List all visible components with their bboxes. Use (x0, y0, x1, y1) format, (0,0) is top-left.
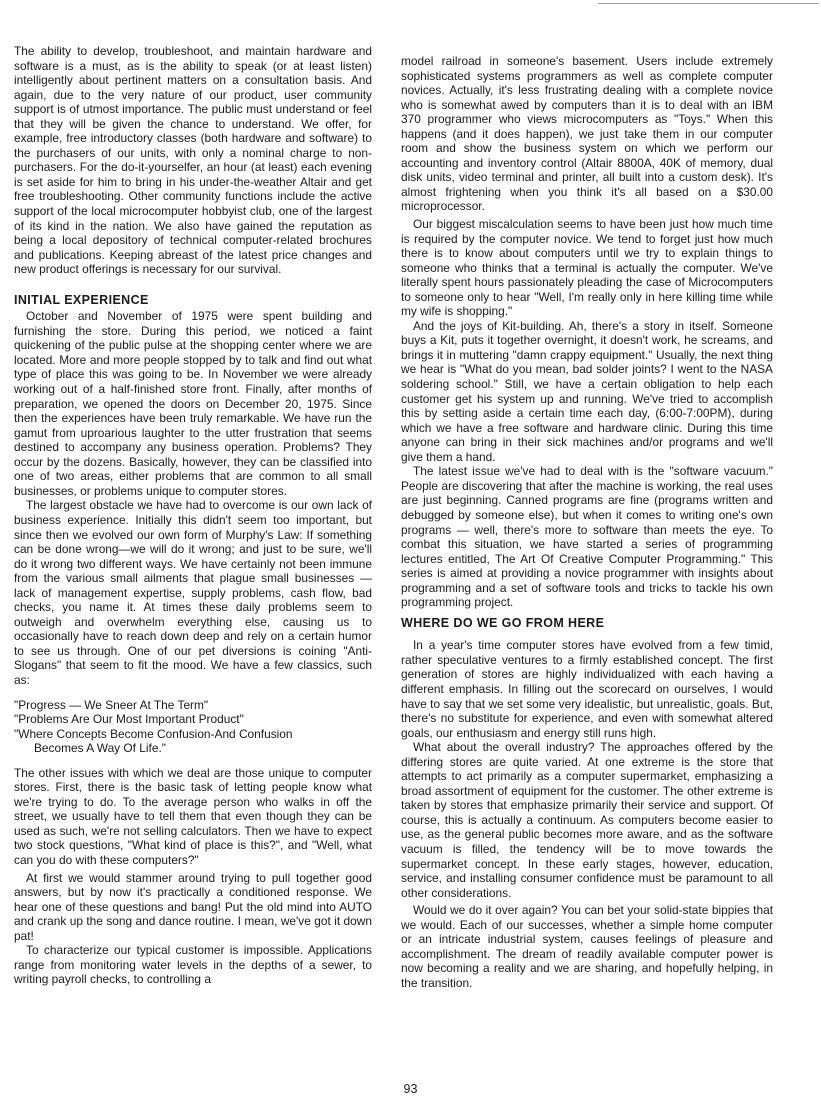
left-column (14, 44, 372, 987)
intro-paragraph: The ability to develop, troubleshoot, and maintain hardware and software is a must, as is the ability to speak (or at least listen) intelligently about pertinent matters on a consultation basis. And again, due to the very nature of our product, user community support is of utmost importance. The public must understand or feel that they will be given the chance to understand. We offer, for example, free introductory classes (both hardware and software) to the purchasers of our units, with only a nominal charge to non-purchasers. For the do-it-yourselfer, an hour (at least) each evening is set aside for him to bring in his under-the-weather Altair and get free troubleshooting. Other community functions include the active support of the local microcomputer hobbyist club, one of the largest of its kind in the nation. We also have gained the reputation as being a local depository of technical computer-related brochures and publications. Keeping abreast of the latest price changes and new product offerings is necessary for our survival. (14, 44, 372, 277)
slogan: "Problems Are Our Most Important Product" (14, 712, 244, 727)
paragraph: Would we do it over again? You can bet your solid-state bippies that we would. Each of our successes, whether a simple home computer or an intricate industrial system, causes feelings of pleasure and accomplishment. The dream of readily available computer power is now becoming a reality and we are sharing, and hopefully helping, in the transition. (401, 903, 773, 990)
slogan: "Where Concepts Become Confusion-And Confusion (14, 726, 293, 741)
paragraph: model railroad in someone's basement. Users include extremely sophisticated systems programmers as well as complete computer novices. Actually, it's less frustrating dealing with a complete novice who is somewhat awed by computers than it is to deal with an IBM 370 programmer who views microcomputers as "Toys." When this happens (and it does happen), we just take them in our computer room and show the business system on which we perform our accounting and inventory control (Altair 8800A, 40K of memory, dual disk units, video terminal and printer, all built into a custom desk). It's almost frightening when you think it's all based on a $30.00 microprocessor. (401, 54, 773, 214)
paragraph: October and November of 1975 were spent building and furnishing the store. During this period, we noticed a faint quickening of the public pulse at the shopping center where we are located. More and more people stopped by to talk and find out what type of place this was going to be. In November we were already working out of a half-finished store front. Finally, after months of preparation, we opened the doors on December 20, 1975. Since then the experiences have been truly remarkable. We have run the gamut from uproarious laughter to the utter frustration that seems destined to accompany any business operation. Problems? They occur by the dozens. Basically, however, they can be classified into one of two areas, either problems that are common to all small businesses, or problems unique to computer stores. (14, 309, 372, 498)
paragraph: The latest issue we've had to deal with is the "software vacuum." People are discovering that after the machine is working, the real uses are just beginning. Canned programs are fine (programs written and debugged by someone else), but when it comes to writing one's own programs — well, there's more to software than meets the eye. To combat this situation, we have started a series of programming lectures entitled, The Art Of Creative Computer Programming." This series is aimed at providing a novice programmer with insights about programming and a set of software tools and tricks to tackle his own programming project. (401, 464, 773, 610)
section-heading-initial-experience: INITIAL EXPERIENCE (14, 292, 149, 307)
top-rule (598, 3, 819, 4)
paragraph: At first we would stammer around trying to pull together good answers, but by now it's practically a conditioned response. We hear one of these questions and bang! Put the old mind into AUTO and crank up the song and dance routine. I mean, we've got it down pat! (14, 870, 372, 943)
paragraph: And the joys of Kit-building. Ah, there's a story in itself. Someone buys a Kit, puts it together overnight, it doesn't work, he screams, and brings it in muttering "damn crappy equipment." Usually, the next thing we hear is "What do you mean, bad solder joints? I went to the NASA soldering school." Still, we have a certain obligation to help each customer get his system up and running. We've tried to accomplish this by setting aside a certain time each day, (6:00-7:00PM), during which we have a free software and hardware clinic. During this time anyone can bring in their sick machines and/or programs and we'll give them a hand. (401, 318, 773, 464)
section-heading-where-do-we-go: WHERE DO WE GO FROM HERE (401, 615, 605, 630)
paragraph: The largest obstacle we have had to overcome is our own lack of business experience. Initially this didn't seem too important, but since then we evolved our own form of Murphy's Law: If something can be done wrong—we will do it wrong; and just to be sure, we'll do it wrong two different ways. We have certainly not been immune from the various small ailments that plague small businesses — lack of management expertise, supply problems, cash flow, bad checks, you name it. At times these daily problems seem to outweigh and overwhelm everything else, causing us to occasionally have to reach down deep and rely on a certain humor to see us through. One of our pet diversions is coining "Anti-Slogans" that seem to fit the mood. We have a few classics, such as: (14, 498, 372, 687)
slogan-continuation: Becomes A Way Of Life." (34, 741, 166, 756)
anti-slogans-list (14, 698, 372, 756)
paragraph: Our biggest miscalculation seems to have been just how much time is required by the computer novice. We tend to forget just how much there is to know about computers until we try to explain things to someone who thinks that a terminal is actually the computer. We've literally spent hours passionately pleading the case of Microcomputers to someone only to hear "Well, I'm really only in here killing time while my wife is shopping." (401, 217, 773, 319)
page-number: 93 (403, 1082, 418, 1096)
paragraph: What about the overall industry? The approaches offered by the differing stores are quite varied. At one extreme is the store that attempts to act primarily as a computer supermarket, emphasizing a broad assortment of equipment for the customer. The other extreme is taken by stores that emphasize primarily their service and support. Of course, this is actually a continuum. As computers become easier to use, as the general public becomes more aware, and as the software vacuum is filled, the tendency will be to move towards the supermarket concept. In these early stages, however, education, service, and installing consumer confidence must be paramount to all other considerations. (401, 740, 773, 900)
paragraph: To characterize our typical customer is impossible. Applications range from monitoring water levels in the depths of a sewer, to writing payroll checks, to controlling a (14, 943, 372, 987)
right-column (401, 54, 773, 990)
paragraph: In a year's time computer stores have evolved from a few timid, rather speculative ventures to a firmly established concept. The first generation of stores are highly individualized with each having a different emphasis. In filling out the scorecard on ourselves, I would have to say that we set some very idealistic, but unrealistic, goals. But, there's no substitute for experience, and even with somewhat altered goals, our enthusiasm and energy still runs high. (401, 638, 773, 740)
paragraph: The other issues with which we deal are those unique to computer stores. First, there is the basic task of letting people know what we're trying to do. To the average person who walks in off the street, we usually have to tell them that even though they can be used as such, we're not selling calculators. Then we have to expect two stock questions, "What kind of place is this?", and "Well, what can you do with these computers?" (14, 765, 372, 867)
slogan: "Progress — We Sneer At The Term" (14, 697, 209, 712)
